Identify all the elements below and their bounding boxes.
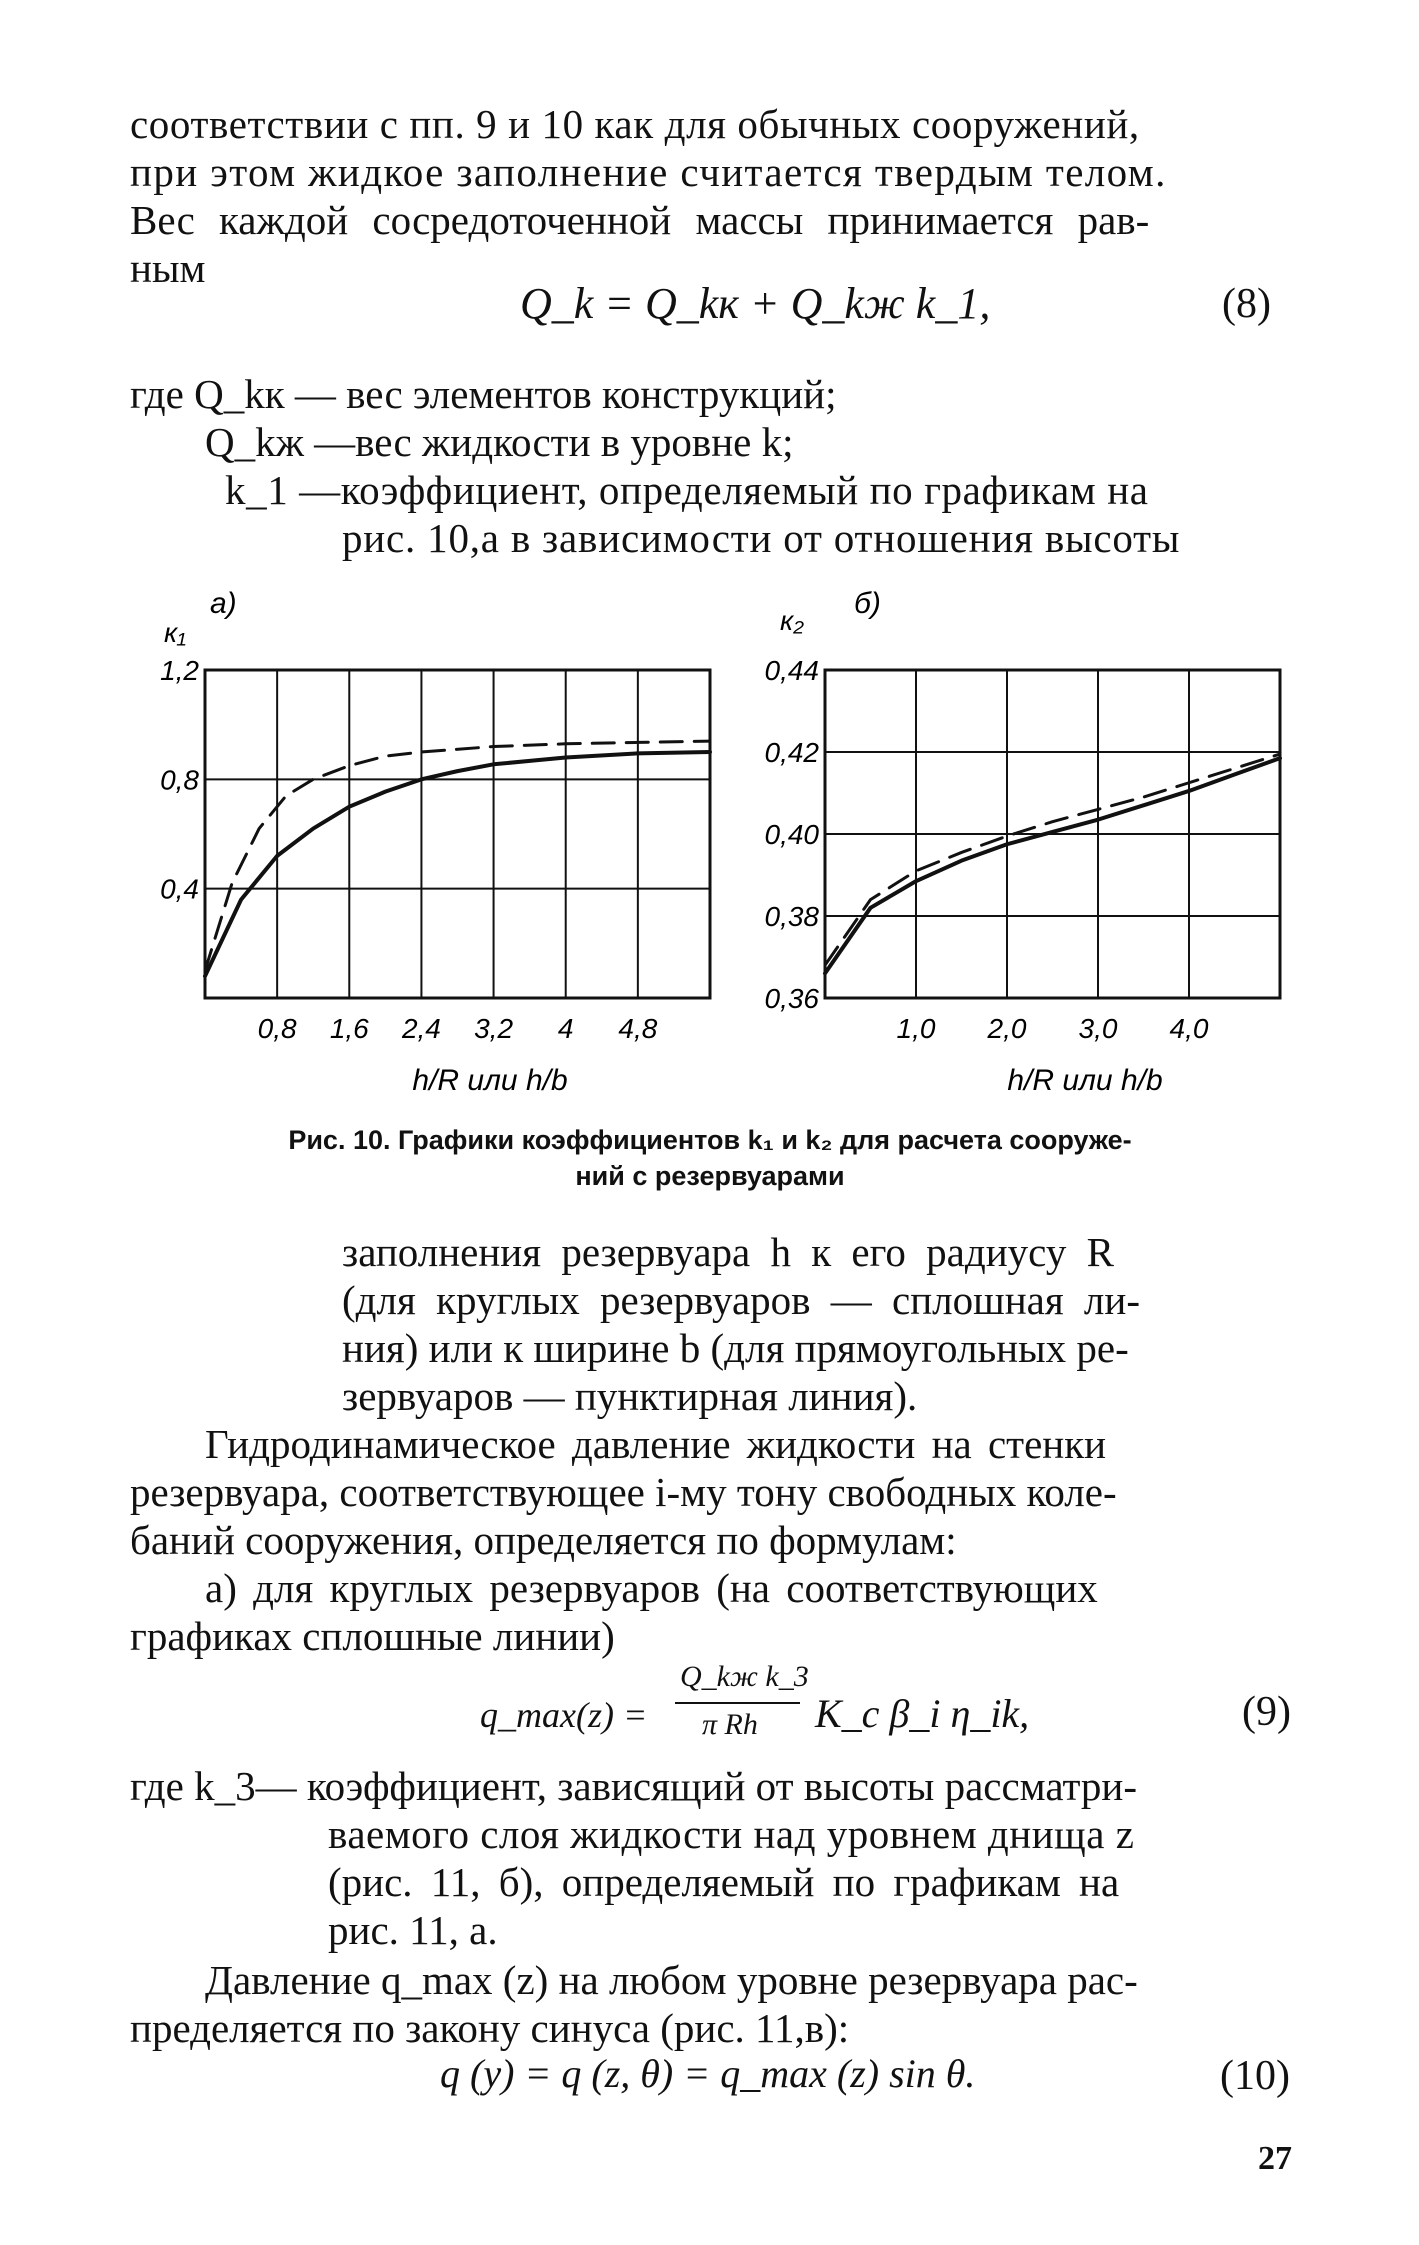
chart-a-ytick-0: 0,4 (160, 873, 199, 905)
chart-a-series-solid (205, 752, 710, 976)
para3-line-2: резервуара, соответствующее i-му тону свободных коле- (130, 1469, 1117, 1515)
chart-b-ytick-0: 0,36 (764, 983, 819, 1014)
where2-line-1: где k_3— коэффициент, зависящий от высоты рассматри- (130, 1763, 1137, 1809)
where1-line-3: k_1 —коэффициент, определяемый по графикам на (225, 467, 1149, 513)
where1-line-2: Q_kж —вес жидкости в уровне k; (205, 419, 794, 465)
chart-b-xtick-2: 3,0 (1078, 1013, 1118, 1044)
intro-line-2: при этом жидкое заполнение считается твердым телом. (130, 149, 1167, 195)
chart-b-ytick-1: 0,38 (764, 901, 819, 932)
chart-b-series-dashed (825, 754, 1280, 965)
page-number: 27 (1258, 2140, 1292, 2177)
chart-b-panel-label: б) (854, 587, 881, 620)
where2-line-2: ваемого слоя жидкости над уровнем днища z (328, 1811, 1135, 1857)
chart-a-xtick-2: 2,4 (401, 1013, 441, 1044)
chart-b-ytick-2: 0,40 (764, 819, 819, 850)
chart-b-ylabel: к₂ (780, 605, 804, 636)
chart-b-series-solid (825, 758, 1280, 973)
eq9-rhs: K_c β_i η_ik, (815, 1691, 1030, 1736)
para3-line-5: графиках сплошные линии) (130, 1613, 615, 1659)
chart-a-frame (205, 670, 710, 998)
eq9-denominator: π Rh (702, 1708, 758, 1741)
chart-a-ytick-1: 0,8 (160, 764, 199, 796)
where1-line-1: где Q_kк — вес элементов конструкций; (130, 371, 837, 417)
figure-caption (95, 1122, 1325, 1195)
caption-line-1: Рис. 10. Графики коэффициентов k₁ и k₂ для расчета сооруже- (288, 1125, 1132, 1155)
para3-line-3: баний сооружения, определяется по формулам: (130, 1517, 957, 1563)
chart-a-xtick-1: 1,6 (329, 1013, 369, 1044)
eq9-lhs: q_max(z) = (480, 1695, 648, 1735)
chart-k1 (130, 580, 750, 1100)
para2-line-1: заполнения резервуара h к его радиусу R (342, 1229, 1114, 1275)
para4-line-2: пределяется по закону синуса (рис. 11,в): (130, 2005, 850, 2051)
equation-8-number: (8) (1222, 281, 1271, 327)
chart-a-ytick-2: 1,2 (160, 655, 199, 686)
chart-a-xtick-0: 0,8 (257, 1013, 297, 1044)
where2-line-3: (рис. 11, б), определяемый по графикам на (328, 1859, 1120, 1905)
chart-b-xtick-3: 4,0 (1169, 1013, 1209, 1044)
where1-line-4: рис. 10,а в зависимости от отношения высоты (342, 515, 1181, 561)
where2-line-4: рис. 11, а. (328, 1907, 498, 1953)
para3-line-1: Гидродинамическое давление жидкости на стенки (205, 1421, 1107, 1467)
chart-a-panel-label: а) (210, 587, 237, 620)
equation-9-number: (9) (1242, 1689, 1291, 1735)
intro-line-1: соответствии с пп. 9 и 10 как для обычных сооружений, (130, 101, 1140, 147)
chart-b-xtick-1: 2,0 (987, 1013, 1027, 1044)
equation-8: Q_k = Q_kк + Q_kж k_1, (520, 279, 991, 328)
para2-line-3: ния) или к ширине b (для прямоугольных ре- (342, 1325, 1129, 1371)
chart-a-xlabel: h/R или h/b (412, 1064, 568, 1097)
chart-a-xtick-4: 4 (557, 1013, 574, 1044)
para2-line-4: зервуаров — пунктирная линия). (342, 1373, 918, 1419)
chart-b-xtick-0: 1,0 (896, 1013, 936, 1044)
eq9-fraction-bar (675, 1702, 800, 1704)
chart-a-ylabel: к₁ (164, 617, 187, 648)
equation-10: q (y) = q (z, θ) = q_max (z) sin θ. (440, 2051, 976, 2096)
chart-a-series-dashed (205, 741, 710, 971)
chart-a-xtick-5: 4,8 (618, 1013, 658, 1044)
caption-line-2: ний с резервуарами (575, 1161, 845, 1192)
equation-10-number: (10) (1220, 2053, 1290, 2099)
para2-line-2: (для круглых резервуаров — сплошная ли- (342, 1277, 1140, 1323)
intro-line-3: Вес каждой сосредоточенной массы принимается рав- (130, 197, 1150, 243)
intro-line-4: ным (130, 245, 206, 291)
para4-line-1: Давление q_max (z) на любом уровне резервуара рас- (205, 1957, 1138, 2003)
chart-a-xtick-3: 3,2 (474, 1013, 514, 1044)
chart-b-xlabel: h/R или h/b (1007, 1064, 1163, 1097)
chart-b-ytick-4: 0,44 (764, 655, 819, 686)
eq9-numerator: Q_kж k_3 (680, 1660, 809, 1693)
chart-b-ytick-3: 0,42 (764, 737, 819, 768)
chart-k2 (740, 580, 1300, 1100)
para3-line-4: а) для круглых резервуаров (на соответствующих (205, 1565, 1098, 1611)
